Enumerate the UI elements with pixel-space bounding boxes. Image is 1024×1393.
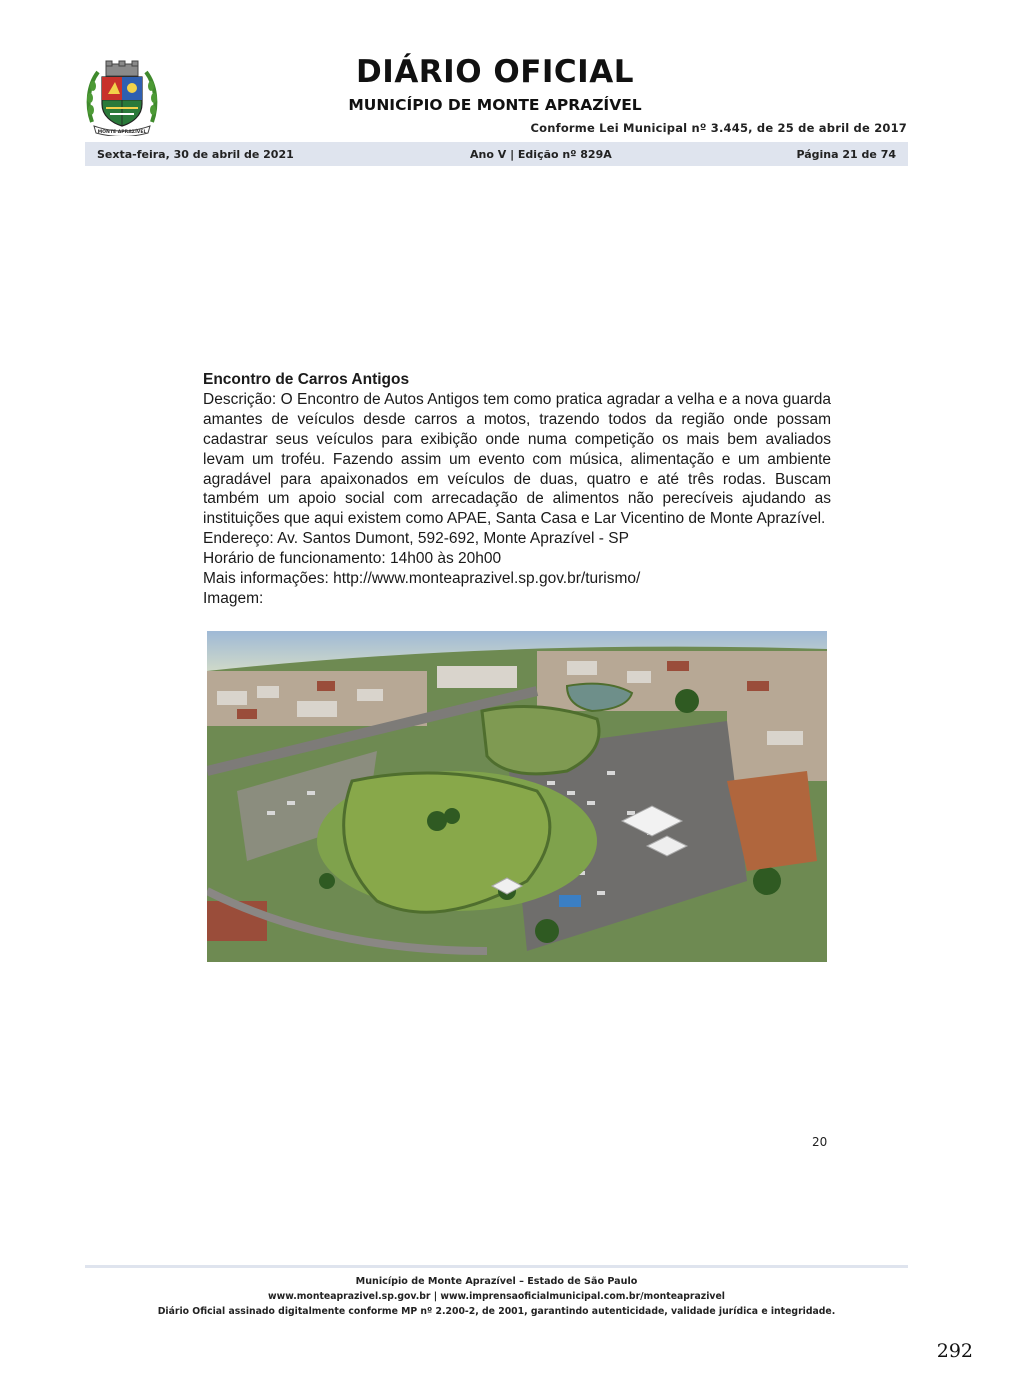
svg-text:MONTE APRAZÍVEL: MONTE APRAZÍVEL — [97, 130, 147, 135]
edition-number: Ano V | Edição nº 829A — [470, 148, 612, 161]
municipality-name: MUNICÍPIO DE MONTE APRAZÍVEL — [348, 96, 642, 114]
municipal-coat-of-arms-icon — [84, 60, 160, 136]
page-indicator: Página 21 de 74 — [796, 148, 896, 161]
article-description: Descrição: O Encontro de Autos Antigos tem como pratica agradar a velha e a nova guarda amantes de veículos desde carros a motos, trazendo todos da região onde possam cadastrar seus veículos para exibição onde numa competição os mais bem avaliados levam um troféu. Fazendo assim um evento com música, alimentação e um ambiente agradável para apaixonados em veículos de duas, quatro e até três rodas. Buscam também um apoio social com arrecadação de alimentos não perecíveis ajudando as instituições que aqui existem como APAE, Santa Casa e Lar Vicentino de Monte Aprazível. — [203, 390, 831, 528]
scan-page-number: 292 — [936, 1340, 973, 1362]
edition-info-bar — [85, 142, 908, 166]
footer-websites: www.monteaprazivel.sp.gov.br | www.imprensaoficialmunicipal.com.br/monteaprazivel — [268, 1291, 725, 1302]
footer-divider — [85, 1265, 908, 1268]
inner-page-number: 20 — [812, 1135, 828, 1149]
article-more-info: Mais informações: http://www.monteaprazivel.sp.gov.br/turismo/ — [203, 570, 641, 588]
article-image-label: Imagem: — [203, 589, 264, 607]
article-address: Endereço: Av. Santos Dumont, 592-692, Monte Aprazível - SP — [203, 530, 629, 548]
aerial-photo-lake-park-icon — [207, 631, 827, 962]
article-hours: Horário de funcionamento: 14h00 às 20h00 — [203, 550, 502, 568]
publication-title: DIÁRIO OFICIAL — [356, 54, 634, 90]
article-title: Encontro de Carros Antigos — [203, 371, 410, 388]
footer-municipality: Município de Monte Aprazível – Estado de São Paulo — [355, 1276, 638, 1287]
footer-signature-notice: Diário Oficial assinado digitalmente conforme MP nº 2.200-2, de 2001, garantindo autenticidade, validade jurídica e integridade. — [157, 1306, 836, 1317]
law-reference: Conforme Lei Municipal nº 3.445, de 25 de abril de 2017 — [530, 121, 907, 135]
article-body — [203, 370, 831, 609]
issue-date: Sexta-feira, 30 de abril de 2021 — [97, 148, 294, 161]
